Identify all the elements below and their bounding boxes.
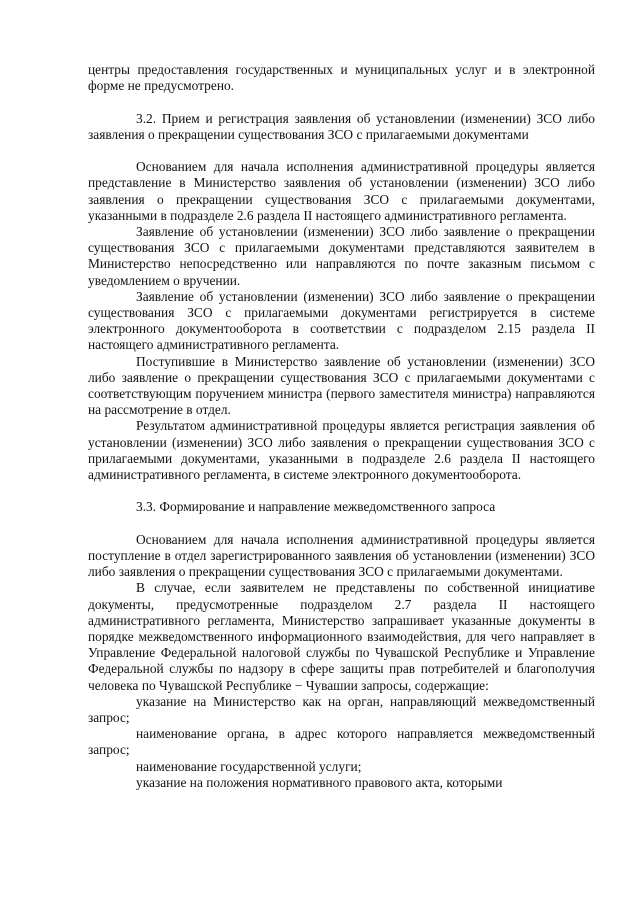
section-3-3-paragraph: Основанием для начала исполнения административной процедуры является поступление в отдел зарегистрированного заявления об установлении (изменении) ЗСО либо заявления о прекращении существования ЗСО с прилагаемыми документами. (88, 531, 595, 580)
section-3-3-heading: 3.3. Формирование и направление межведомственного запроса (136, 499, 496, 515)
section-3-3-paragraph: В случае, если заявителем не представлены по собственной инициативе документы, предусмотренные подразделом 2.7 раздела II настоящего административного регламента, Министерство запрашивает указанные документы в порядке межведомственного информационного взаимодействия, для чего направляет в Управление Федеральной налоговой службы по Чувашской Республике и Управление Федеральной службы по надзору в сфере защиты прав потребителей и благополучия человека по Чувашской Республике − Чувашии запросы, содержащие: (88, 580, 595, 693)
request-content-item: наименование органа, в адрес которого направляется межведомственный запрос; (88, 726, 595, 758)
spacer (88, 94, 595, 110)
section-3-2-paragraph: Основанием для начала исполнения административной процедуры является представление в Министерство заявления об установлении (изменении) ЗСО либо заявления о прекращении существования ЗСО с прилагаемыми документами, указанными в подразделе 2.6 раздела II настоящего административного регламента. (88, 159, 595, 223)
section-3-2-paragraph: Поступившие в Министерство заявление об установлении (изменении) ЗСО либо заявление о прекращении существования ЗСО с прилагаемыми документами с соответствующим поручением министра (первого заместителя министра) направляются на рассмотрение в отдел. (88, 353, 595, 418)
request-content-item: указание на положения нормативного правового акта, которыми (136, 774, 503, 790)
request-content-item: наименование государственной услуги; (136, 758, 362, 774)
section-3-2-paragraph: Заявление об установлении (изменении) ЗСО либо заявление о прекращении существования ЗСО с прилагаемыми документами представляются заявителем в Министерство непосредственно или направляются по почте заказным письмом с уведомлением о вручении. (88, 224, 595, 288)
spacer (88, 143, 595, 159)
section-3-2-paragraph: Заявление об установлении (изменении) ЗСО либо заявление о прекращении существования ЗСО с прилагаемыми документами регистрируется в системе электронного документооборота в соответствии с подразделом 2.15 раздела II настоящего административного регламента. (88, 288, 595, 353)
continuation-paragraph: центры предоставления государственных и муниципальных услуг и в электронной форме не предусмотрено. (88, 62, 595, 94)
spacer (88, 483, 595, 499)
request-content-item: указание на Министерство как на орган, направляющий межведомственный запрос; (88, 693, 595, 726)
spacer (88, 516, 595, 532)
section-3-2-heading: 3.2. Прием и регистрация заявления об установлении (изменении) ЗСО либо заявления о прекращении существования ЗСО с прилагаемыми документами (88, 110, 595, 142)
section-3-2-paragraph: Результатом административной процедуры является регистрация заявления об установлении (изменении) ЗСО либо заявления о прекращении существования ЗСО с прилагаемыми документами, указанными в подразделе 2.6 раздела II настоящего административного регламента, в системе электронного документооборота. (88, 418, 595, 483)
document-page (88, 62, 595, 791)
